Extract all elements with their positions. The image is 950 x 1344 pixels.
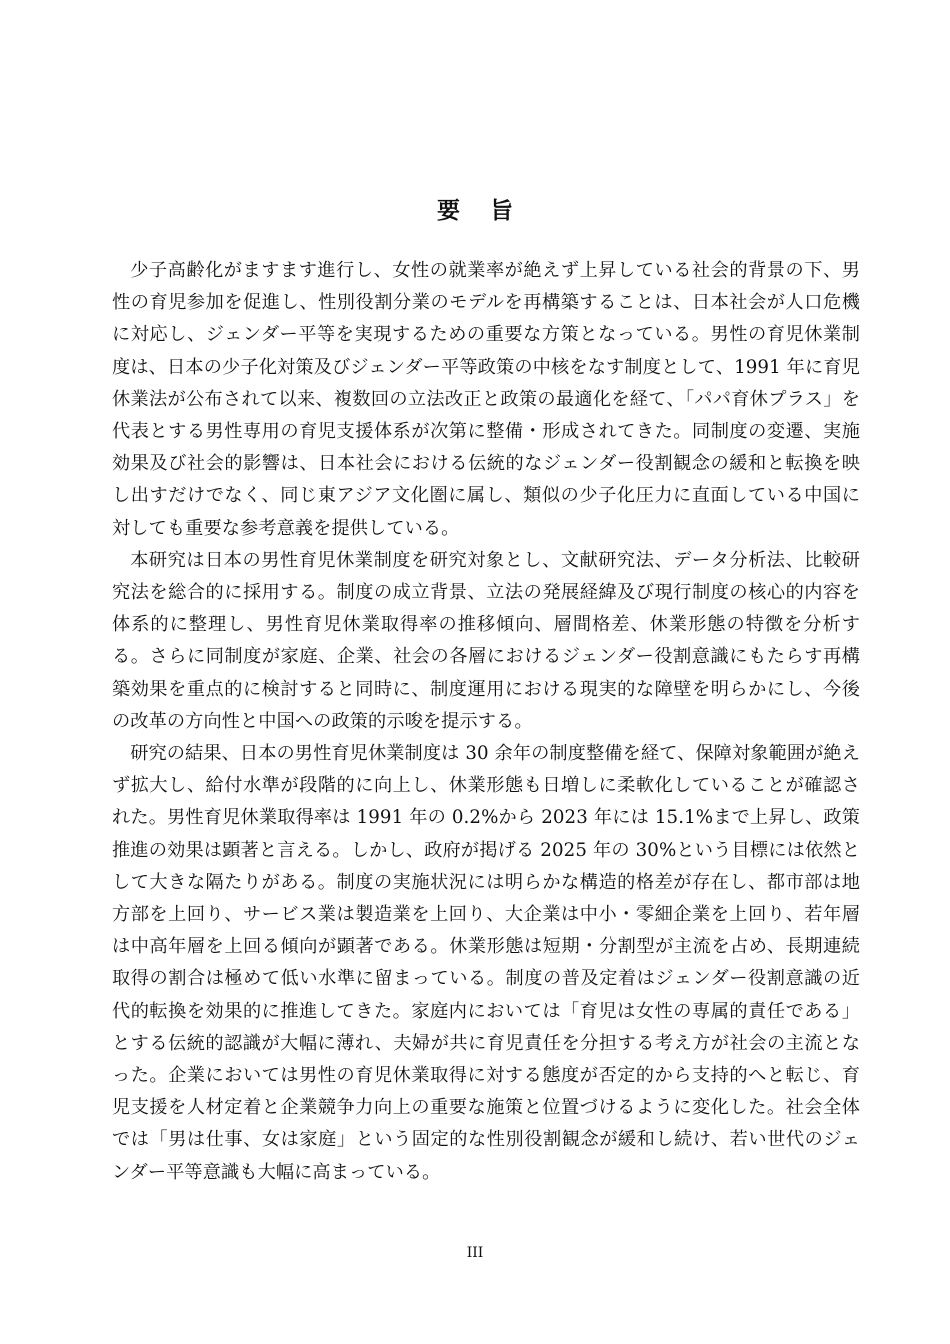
page-title: 要旨 [437, 197, 543, 225]
abstract-paragraph-1: 少子高齢化がますます進行し、女性の就業率が絶えず上昇している社会的背景の下、男性の育児参加を促進し、性別役割分業のモデルを再構築することは、日本社会が人口危機に対応し、ジェンダー平等を実現するための重要な方策となっている。男性の育児休業制度は、日本の少子化対策及びジェンダー平等政策の中核をなす制度として、1991 年に育児休業法が公布されて以来、複数回の立法改正と政策の最適化を経て、「パパ育休プラス」を代表とする男性専用の育児支援体系が次第に整備・形成されてきた。同制度の変遷、実施効果及び社会的影響は、日本社会における伝統的なジェンダー役割観念の緩和と転換を映し出すだけでなく、同じ東アジア文化圏に属し、類似の少子化圧力に直面している中国に対しても重要な参考意義を提供している。 [112, 260, 860, 539]
abstract-body [112, 255, 860, 1189]
page-number: III [466, 1245, 484, 1261]
abstract-paragraph-3: 研究の結果、日本の男性育児休業制度は 30 余年の制度整備を経て、保障対象範囲が絶えず拡大し、給付水準が段階的に向上し、休業形態も日増しに柔軟化していることが確認された。男性育児休業取得率は 1991 年の 0.2%から 2023 年には 15.1%まで上昇し、政策推進の効果は顕著と言える。しかし、政府が掲げる 2025 年の 30%という目標には依然として大きな隔たりがある。制度の実施状況には明らかな構造的格差が存在し、都市部は地方部を上回り、サービス業は製造業を上回り、大企業は中小・零細企業を上回り、若年層は中高年層を上回る傾向が顕著である。休業形態は短期・分割型が主流を占め、長期連続取得の割合は極めて低い水準に留まっている。制度の普及定着はジェンダー役割意識の近代的転換を効果的に推進してきた。家庭内においては「育児は女性の専属的責任である」とする伝統的認識が大幅に薄れ、夫婦が共に育児責任を分担する考え方が社会の主流となった。企業においては男性の育児休業取得に対する態度が否定的から支持的へと転じ、育児支援を人材定着と企業競争力向上の重要な施策と位置づけるように変化した。社会全体では「男は仕事、女は家庭」という固定的な性別役割観念が緩和し続け、若い世代のジェンダー平等意識も大幅に高まっている。 [112, 743, 860, 1183]
abstract-paragraph-2: 本研究は日本の男性育児休業制度を研究対象とし、文献研究法、データ分析法、比較研究法を総合的に採用する。制度の成立背景、立法の発展経緯及び現行制度の核心的内容を体系的に整理し、男性育児休業取得率の推移傾向、層間格差、休業形態の特徴を分析する。さらに同制度が家庭、企業、社会の各層におけるジェンダー役割意識にもたらす再構築効果を重点的に検討すると同時に、制度運用における現実的な障壁を明らかにし、今後の改革の方向性と中国への政策的示唆を提示する。 [112, 549, 860, 732]
